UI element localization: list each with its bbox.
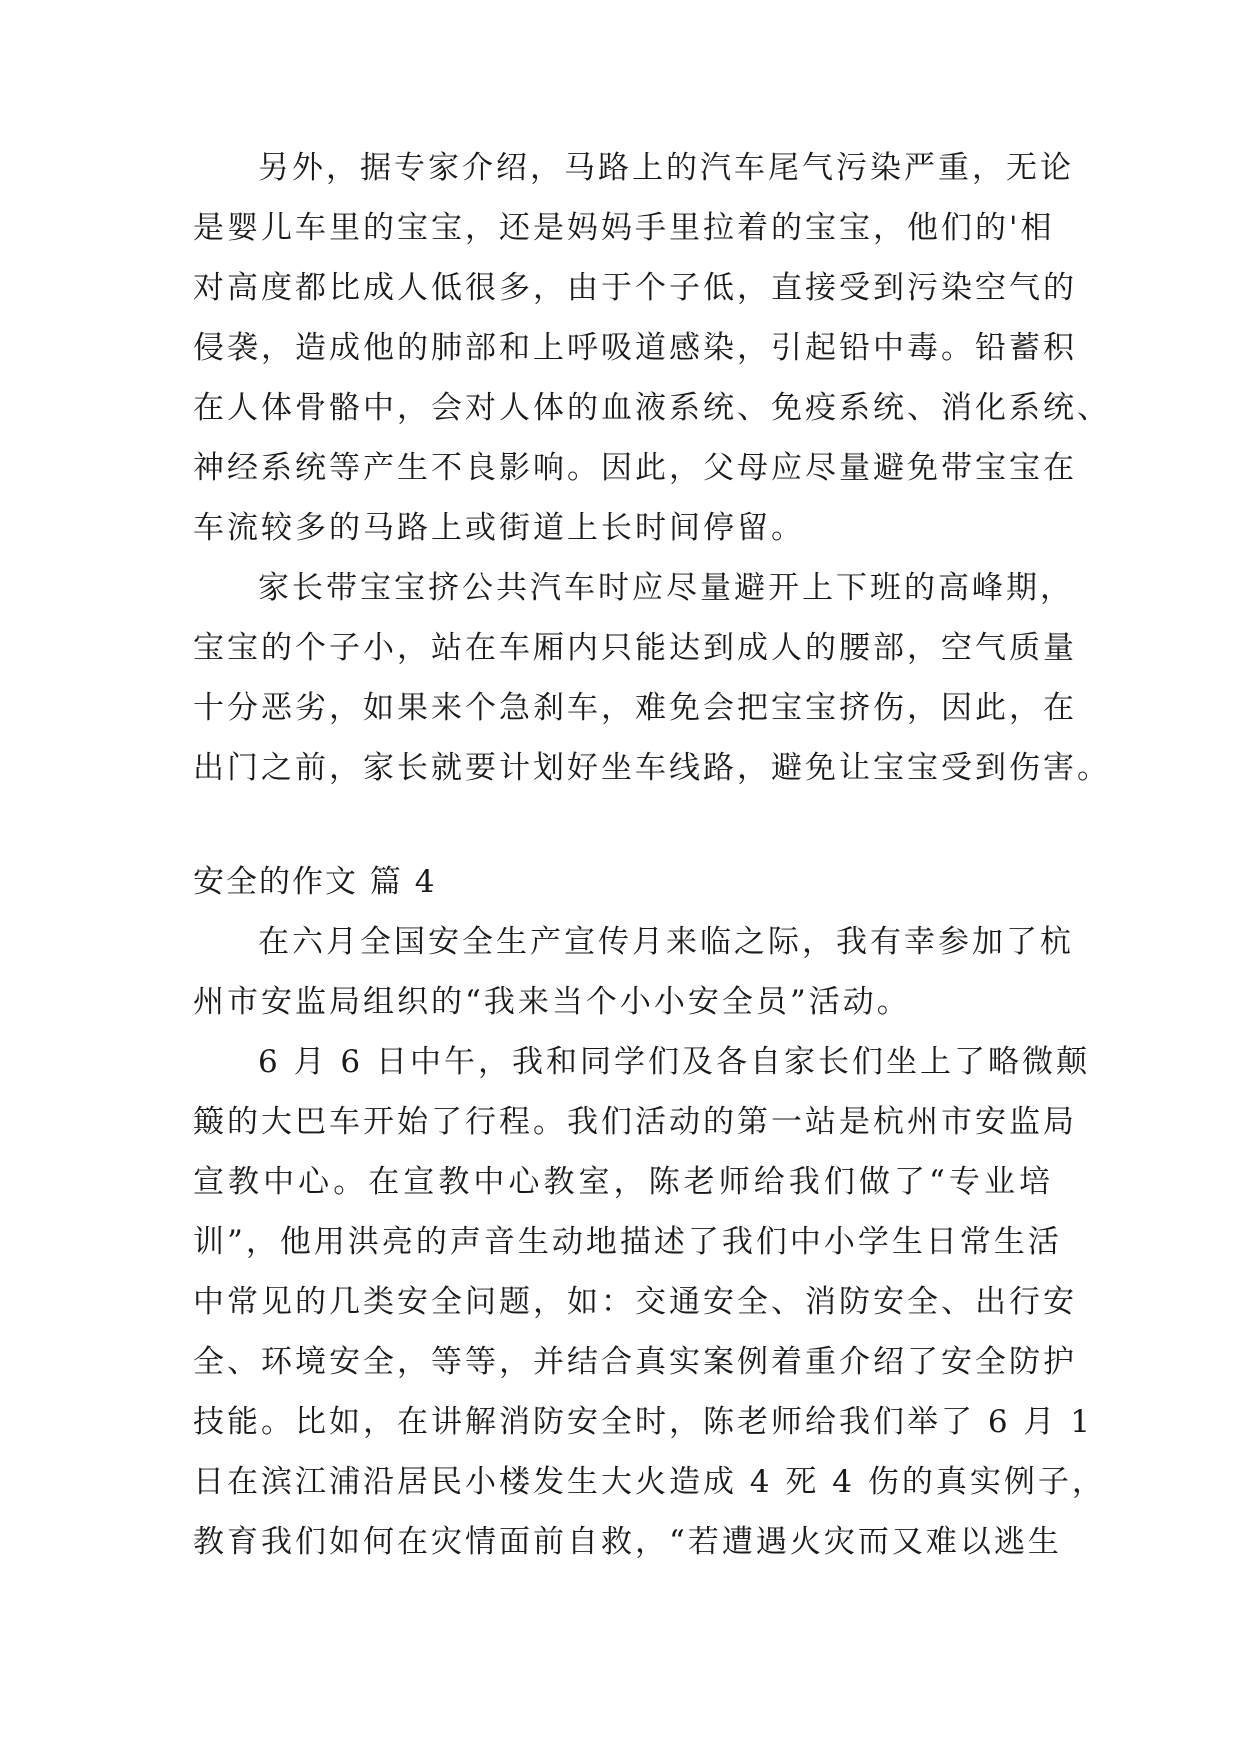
paragraph-line: 中常见的几类安全问题，如：交通安全、消防安全、出行安 (193, 1284, 1077, 1320)
paragraph-group-bottom (193, 912, 1106, 1572)
paragraph-line: 教育我们如何在灾情面前自救，“若遭遇火灾而又难以逃生 (193, 1524, 1062, 1560)
paragraph-line: 全、环境安全，等等，并结合真实案例着重介绍了安全防护 (193, 1344, 1077, 1380)
section-heading-block (193, 852, 1053, 912)
paragraph-line: 宝宝的个子小，站在车厢内只能达到成人的腰部，空气质量 (193, 630, 1077, 666)
paragraph-line: 技能。比如，在讲解消防安全时，陈老师给我们举了 6 月 1 (193, 1404, 1094, 1440)
paragraph-group-top (193, 138, 1111, 798)
paragraph-line: 在六月全国安全生产宣传月来临之际，我有幸参加了杭 (258, 924, 1074, 960)
paragraph-line: 训”，他用洪亮的声音生动地描述了我们中小学生日常生活 (193, 1224, 1062, 1260)
paragraph-line: 对高度都比成人低很多，由于个子低，直接受到污染空气的 (193, 270, 1077, 306)
paragraph-line: 宣教中心。在宣教中心教室，陈老师给我们做了“专业培 (193, 1164, 1053, 1200)
paragraph-line: 6 月 6 日中午，我和同学们及各自家长们坐上了略微颠 (258, 1044, 1091, 1080)
paragraph-line: 侵袭，造成他的肺部和上呼吸道感染，引起铅中毒。铅蓄积 (193, 330, 1077, 366)
paragraph-line: 州市安监局组织的“我来当个小小安全员”活动。 (193, 984, 911, 1020)
paragraph-line: 是婴儿车里的宝宝，还是妈妈手里拉着的宝宝，他们的'相 (193, 210, 1055, 246)
paragraph-line: 簸的大巴车开始了行程。我们活动的第一站是杭州市安监局 (193, 1104, 1077, 1140)
paragraph-line: 十分恶劣，如果来个急刹车，难免会把宝宝挤伤，因此，在 (193, 690, 1077, 726)
paragraph-line: 车流较多的马路上或街道上长时间停留。 (193, 510, 805, 546)
paragraph-line: 另外，据专家介绍，马路上的汽车尾气污染严重，无论 (258, 150, 1074, 186)
paragraph-line: 日在滨江浦沿居民小楼发生大火造成 4 死 4 伤的真实例子， (193, 1464, 1106, 1500)
paragraph-line: 神经系统等产生不良影响。因此，父母应尽量避免带宝宝在 (193, 450, 1077, 486)
paragraph-line: 家长带宝宝挤公共汽车时应尽量避开上下班的高峰期， (258, 570, 1074, 606)
paragraph-line: 出门之前，家长就要计划好坐车线路，避免让宝宝受到伤害。 (193, 750, 1111, 786)
section-heading: 安全的作文 篇 4 (193, 864, 437, 900)
paragraph-line: 在人体骨骼中，会对人体的血液系统、免疫系统、消化系统、 (193, 390, 1111, 426)
